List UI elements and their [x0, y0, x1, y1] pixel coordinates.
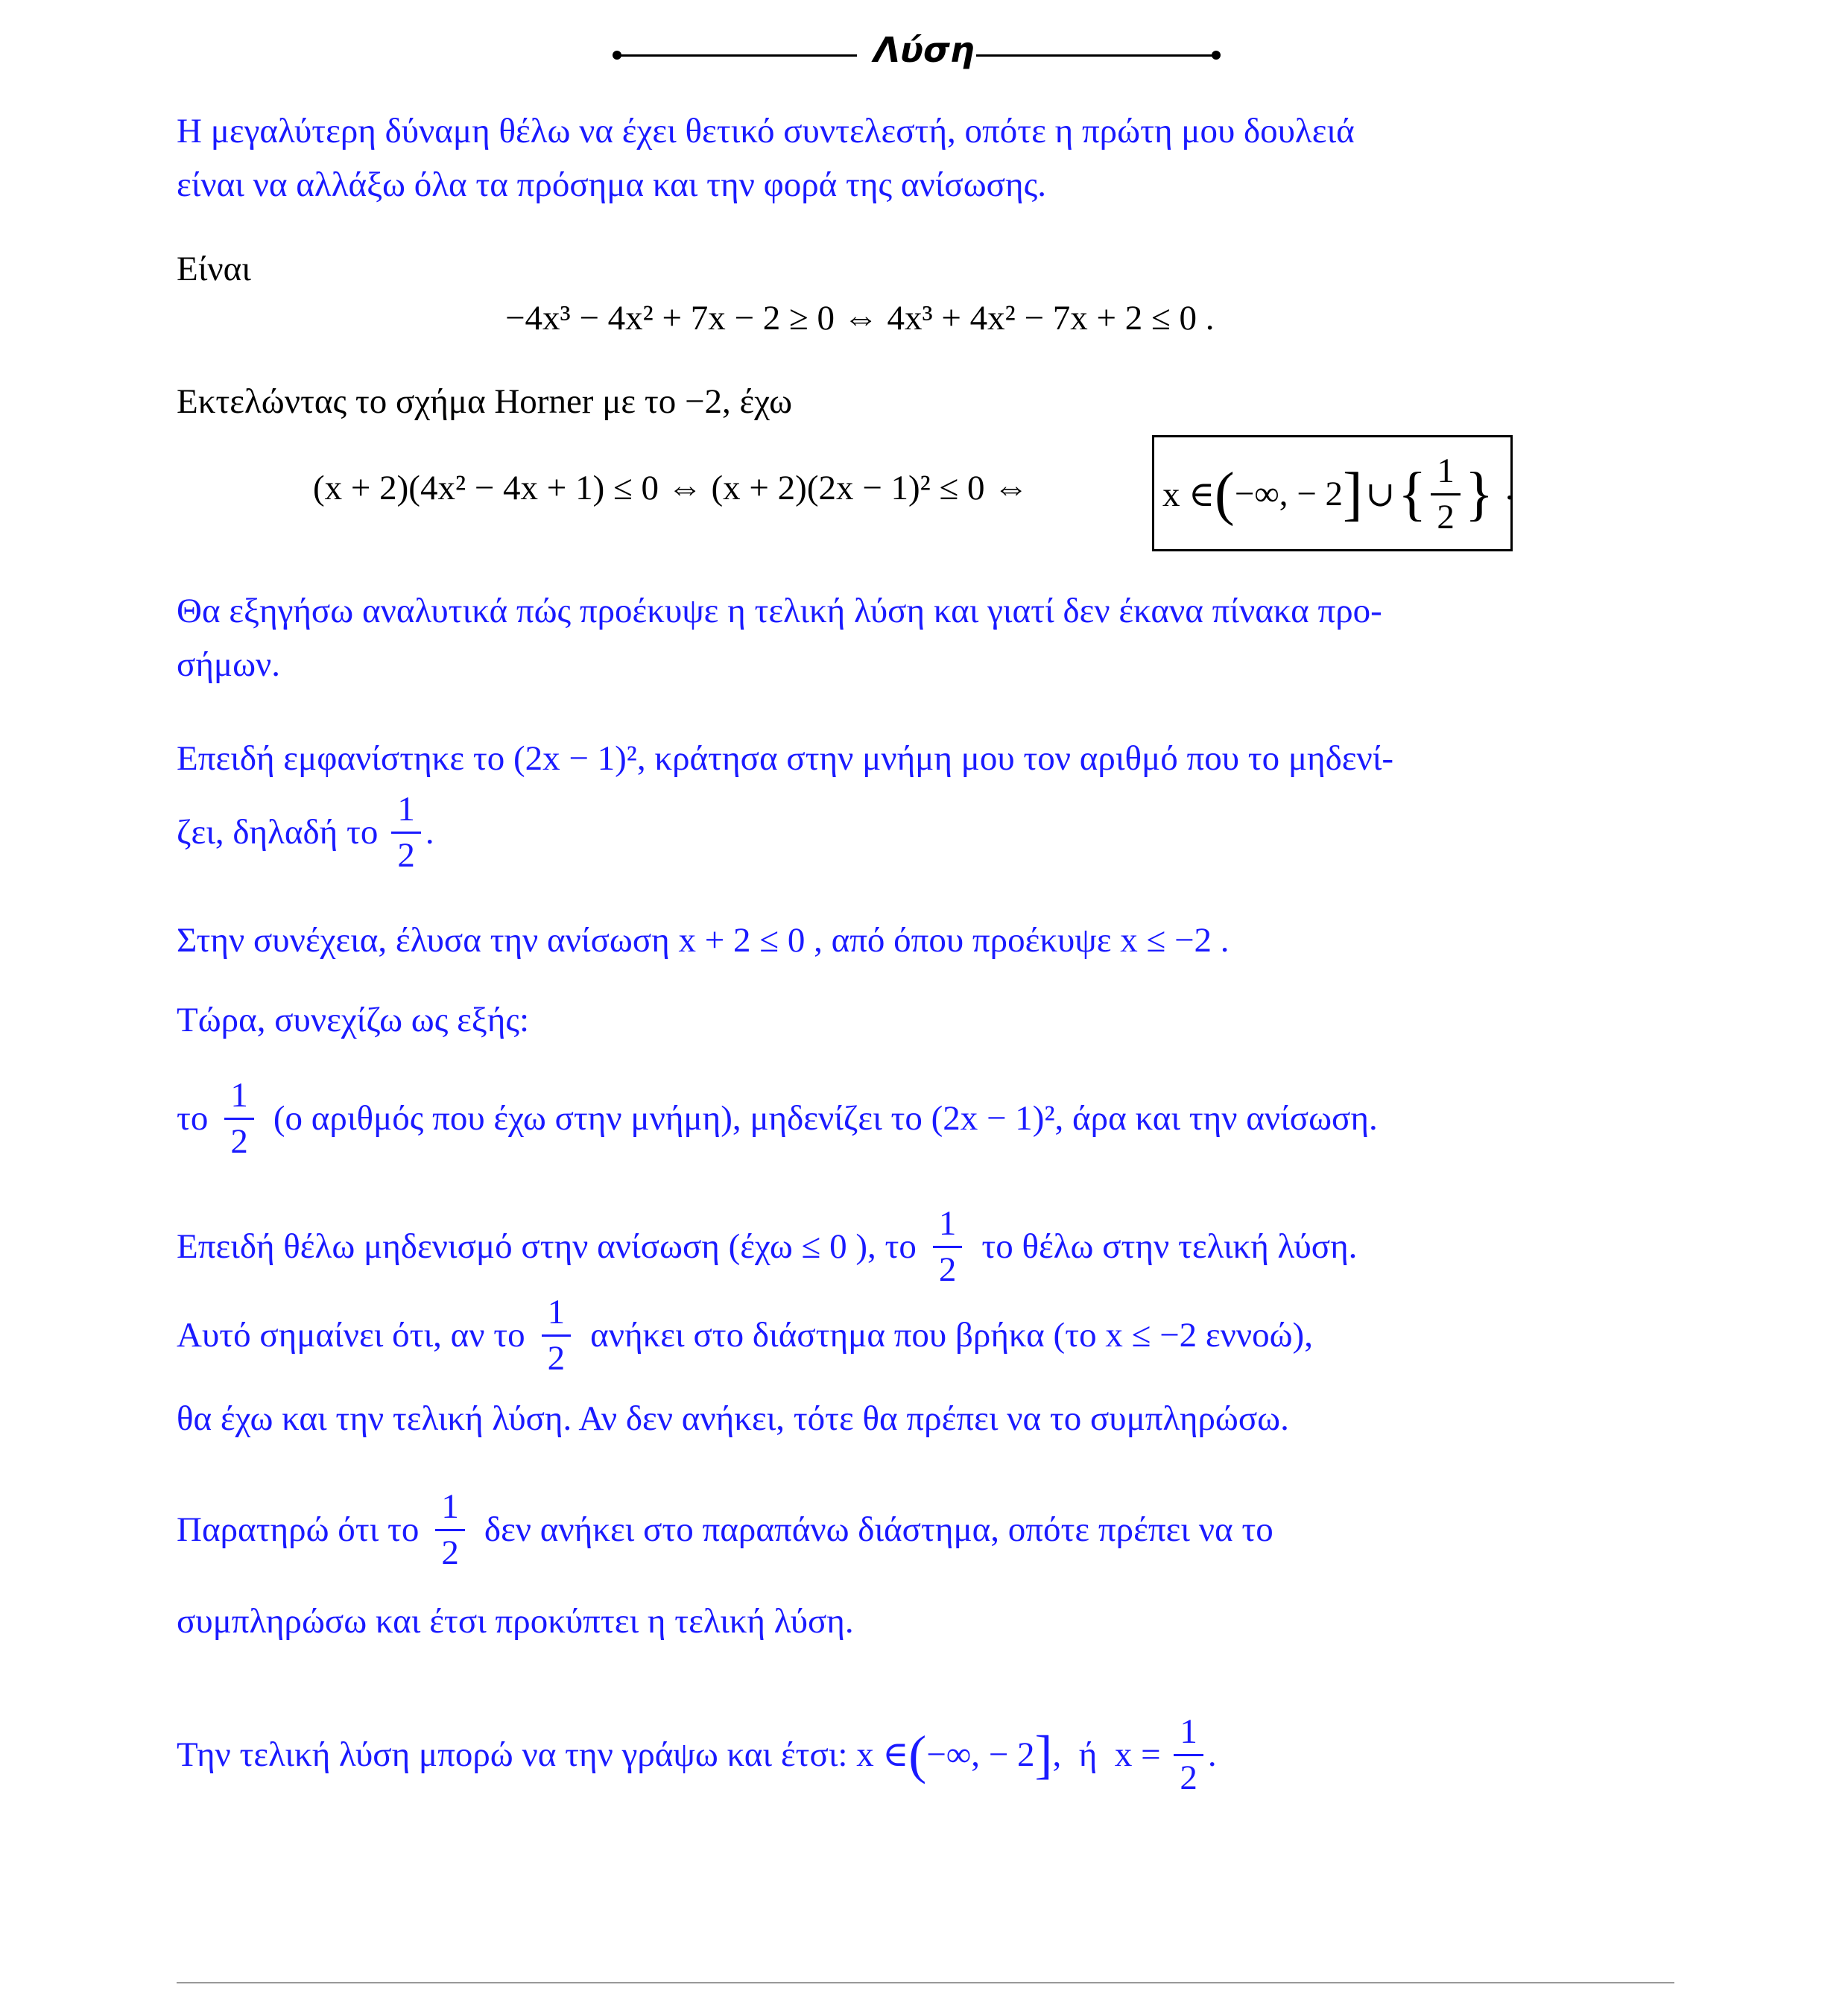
paragraph-half-zeroes-post: (ο αριθμός που έχω στην μνήμη), μηδενίζει το (2x − 1)², άρα και την ανίσωση. [273, 1098, 1378, 1138]
text-eina: Είναι [177, 250, 251, 288]
fraction-numerator: 1 [391, 792, 421, 834]
fraction-numerator: 1 [435, 1489, 465, 1531]
boxed-lhs: x ∈ [1162, 475, 1215, 514]
fraction-numerator: 1 [1174, 1714, 1203, 1756]
boxed-right-bracket: ] [1342, 460, 1363, 527]
final-mid: , ή x = [1052, 1735, 1170, 1774]
paragraph-final-pre: Την τελική λύση μπορώ να την γράψω και έτσι: x ∈ [177, 1735, 909, 1774]
paragraph-belongs-pre: Αυτό σημαίνει ότι, αν το [177, 1315, 525, 1355]
fraction-one-half [391, 789, 421, 875]
fraction-one-half [435, 1486, 465, 1572]
fraction-one-half [224, 1075, 254, 1161]
paragraph-root-line-2 [177, 791, 1674, 873]
boxed-interval: −∞, − 2 [1234, 475, 1343, 513]
header-right-rule [976, 54, 1216, 57]
paragraph-final [177, 1711, 1674, 1797]
text-horner: Εκτελώντας το σχήμα Horner με το −2, έχω [177, 382, 793, 421]
paragraph-explain-line-2: σήμων. [177, 645, 281, 684]
fraction-denominator: 2 [397, 835, 415, 875]
fraction-denominator: 2 [938, 1250, 957, 1289]
paragraph-solve-linear: Στην συνέχεια, έλυσα την ανίσωση x + 2 ≤ 0 , από όπου προέκυψε x ≤ −2 . [177, 921, 1230, 960]
paragraph-intro [177, 104, 1674, 212]
fraction-numerator: 1 [224, 1078, 254, 1120]
paragraph-want-zero-pre: Επειδή θέλω μηδενισμό στην ανίσωση (έχω ≤ 0 ), το [177, 1226, 917, 1266]
header-title: Λύση [873, 30, 975, 70]
boxed-left-paren: ( [1215, 460, 1235, 527]
paragraph-observe-post: δεν ανήκει στο παραπάνω διάστημα, οπότε πρέπει να το [484, 1510, 1273, 1549]
footer-rule [177, 1982, 1674, 1983]
boxed-right-brace: } [1464, 460, 1494, 527]
fraction-denominator: 2 [547, 1338, 566, 1378]
paragraph-half-zeroes [177, 1077, 1674, 1159]
boxed-left-brace: { [1398, 460, 1427, 527]
paragraph-intro-line-2: είναι να αλλάξω όλα τα πρόσημα και την φορά της ανίσωσης. [177, 165, 1046, 204]
paragraph-root-text: ζει, δηλαδή το [177, 812, 379, 852]
final-right-bracket: ] [1034, 1725, 1053, 1785]
equation-2: (x + 2)(4x² − 4x + 1) ≤ 0 ⇔ (x + 2)(2x − 1)² ≤ 0 ⇔ [313, 469, 1029, 507]
paragraph-explain [177, 584, 1674, 691]
paragraph-want-zero [177, 1203, 1674, 1289]
solution-header [0, 30, 1848, 82]
paragraph-root-end: . [425, 812, 434, 852]
fraction-one-half [542, 1292, 572, 1378]
fraction-numerator: 1 [933, 1206, 963, 1248]
paragraph-half-zeroes-pre: το [177, 1098, 209, 1138]
final-interval: −∞, − 2 [926, 1735, 1035, 1774]
boxed-solution-content [1162, 440, 1493, 548]
boxed-fraction-denominator: 2 [1437, 497, 1455, 536]
paragraph-want-zero-post: το θέλω στην τελική λύση. [981, 1226, 1358, 1266]
fraction-denominator: 2 [1180, 1758, 1197, 1797]
paragraph-intro-line-1: Η μεγαλύτερη δύναμη θέλω να έχει θετικό συντελεστή, οπότε η πρώτη μου δουλειά [177, 112, 1355, 151]
equation-1: −4x³ − 4x² + 7x − 2 ≥ 0 ⇔ 4x³ + 4x² − 7x + 2 ≤ 0 . [505, 299, 1215, 338]
paragraph-root-line-1: Επειδή εμφανίστηκε το (2x − 1)², κράτησα στην μνήμη μου τον αριθμό που το μηδενί- [177, 739, 1394, 778]
fraction-numerator: 1 [542, 1295, 572, 1337]
paragraph-complete: θα έχω και την τελική λύση. Αν δεν ανήκει, τότε θα πρέπει να το συμπληρώσω. [177, 1399, 1289, 1438]
fraction-denominator: 2 [441, 1533, 459, 1572]
boxed-period: . [1505, 469, 1514, 507]
fraction-denominator: 2 [230, 1121, 248, 1161]
boxed-fraction [1431, 451, 1461, 536]
paragraph-explain-line-1: Θα εξηγήσω αναλυτικά πώς προέκυψε η τελική λύση και γιατί δεν έκανα πίνακα προ- [177, 592, 1382, 630]
paragraph-observe [177, 1486, 1674, 1572]
paragraph-belongs-post: ανήκει στο διάστημα που βρήκα (το x ≤ −2 εννοώ), [590, 1315, 1313, 1355]
boxed-fraction-numerator: 1 [1431, 454, 1461, 495]
header-left-rule [617, 54, 857, 57]
boxed-union: ∪ [1365, 475, 1395, 514]
paragraph-observe-pre: Παρατηρώ ότι το [177, 1510, 420, 1549]
paragraph-belongs [177, 1294, 1674, 1376]
header-right-dot [1212, 51, 1221, 60]
paragraph-continue: Τώρα, συνεχίζω ως εξής: [177, 1001, 530, 1039]
final-end: . [1207, 1735, 1217, 1774]
final-left-paren: ( [908, 1725, 927, 1785]
fraction-one-half [1174, 1711, 1203, 1797]
paragraph-observe-line-2: συμπληρώσω και έτσι προκύπτει η τελική λύση. [177, 1602, 854, 1641]
fraction-one-half [933, 1203, 963, 1289]
